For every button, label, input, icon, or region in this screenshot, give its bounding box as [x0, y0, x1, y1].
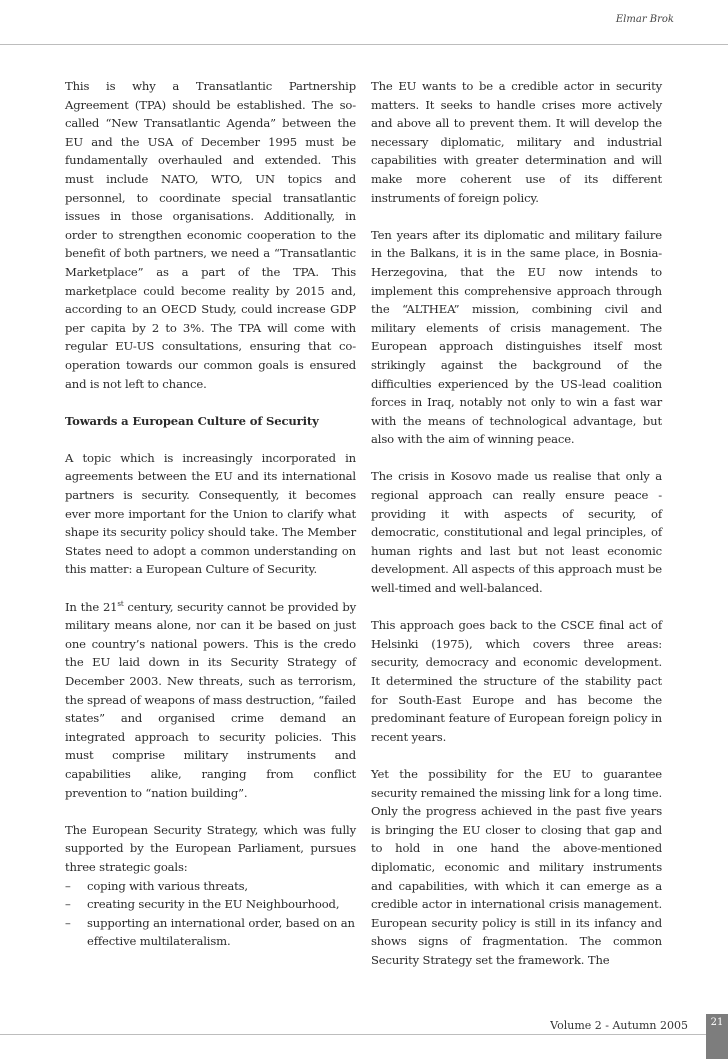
dash-marker: –: [65, 897, 71, 912]
paragraph-security-topic: A topic which is increasingly incorporated in agreements between the EU and its international partners is security. Consequently, it becomes ever more important for the Union to clarify what shape its security policy should take. The Member States need to adopt a common understanding on this matter: a European Culture of Security.: [65, 450, 356, 577]
page-number: 21: [710, 1017, 724, 1028]
list-item-text: supporting an international order, based on an effective multilateralism.: [87, 915, 355, 949]
text-21st-before: In the 21: [65, 599, 118, 614]
right-column: [371, 77, 662, 988]
list-item: [65, 895, 356, 914]
list-item-text: creating security in the EU Neighbourhood,: [87, 897, 340, 912]
footer-divider: [0, 1034, 728, 1035]
list-item-text: coping with various threats,: [87, 878, 248, 893]
list-item: [65, 914, 356, 951]
running-header-author: Elmar Brok: [615, 14, 674, 25]
paragraph-strategy-goals: The European Security Strategy, which was fully supported by the European Parliament, pursues three strategic goals:: [65, 822, 356, 874]
paragraph-21st-century: [65, 598, 356, 803]
paragraph-csce: This approach goes back to the CSCE final act of Helsinki (1975), which covers three areas: security, democracy and economic development. It determined the structure of the stability pact for South-East Europe and has become the predominant feature of European foreign policy in recent years.: [371, 618, 662, 744]
dash-marker: –: [65, 915, 71, 930]
paragraph-credible-actor: The EU wants to be a credible actor in security matters. It seeks to handle crises more actively and above all to prevent them. It will develop the necessary diplomatic, military and industrial capabilities with greater determination and will make more coherent use of its different instruments of foreign policy.: [371, 79, 662, 205]
dash-marker: –: [65, 878, 71, 893]
paragraph-missing-link: Yet the possibility for the EU to guarantee security remained the missing link for a long time. Only the progress achieved in the past five years is bringing the EU closer to closing that gap and to hold in one hand the above-mentioned diplomatic, economic and military instruments and capabilities, with which it can emerge as a credible actor in international crisis management. European security policy is still in its infancy and shows signs of fragmentation. The common Security Strategy set the framework. The: [371, 766, 662, 967]
paragraph-kosovo: The crisis in Kosovo made us realise that only a regional approach can really ensure peace - providing it with aspects of security, of democratic, constitutional and legal principles, of human rights and last but not least economic development. All aspects of this approach must be well-timed and well-balanced.: [371, 469, 662, 596]
paragraph-balkans: Ten years after its diplomatic and military failure in the Balkans, it is in the same place, in Bosnia-Herzegovina, that the EU now intends to implement this comprehensive approach through the “ALTHEA” mission, combining civil and military elements of crisis management. The European approach distinguishes itself most strikingly against the background of the difficulties experienced by the US-lead coalition forces in Iraq, notably not only to win a fast war with the means of technological advantage, but also with the aim of winning peace.: [371, 227, 662, 447]
superscript-st: st: [117, 599, 124, 608]
paragraph-tpa: This is why a Transatlantic Partnership Agreement (TPA) should be established. The so-called “New Transatlantic Agenda” between the EU and the USA of December 1995 must be fundamentally overhauled and extended. This must include NATO, WTO, UN topics and personnel, to coordinate special transatlantic issues in those organisations. Additionally, in order to strengthen economic cooperation to the benefit of both partners, we need a “Transatlantic Marketplace” as a part of the TPA. This marketplace could become reality by 2015 and, according to an OECD Study, could increase GDP per capita by 2 to 3%. The TPA will come with regular EU-US consultations, ensuring that co-operation towards our common goals is ensured and is not left to chance.: [65, 79, 356, 391]
header-divider: [0, 44, 728, 45]
goals-list: [65, 877, 356, 951]
section-heading: Towards a European Culture of Security: [65, 413, 319, 428]
footer-volume: Volume 2 - Autumn 2005: [550, 1019, 688, 1032]
text-21st-after: century, security cannot be provided by military means alone, nor can it be based on just one country’s national powers. This is the credo the EU laid down in its Security Strategy of December 2003. New threats, such as terrorism, the spread of weapons of mass destruction, “failed states” and organised crime demand an integrated approach to security policies. This must comprise military instruments and capabilities alike, ranging from conflict prevention to “nation building”.: [65, 599, 356, 800]
list-item: [65, 877, 356, 896]
left-column: [65, 77, 356, 951]
page-number-box: [706, 1014, 728, 1059]
